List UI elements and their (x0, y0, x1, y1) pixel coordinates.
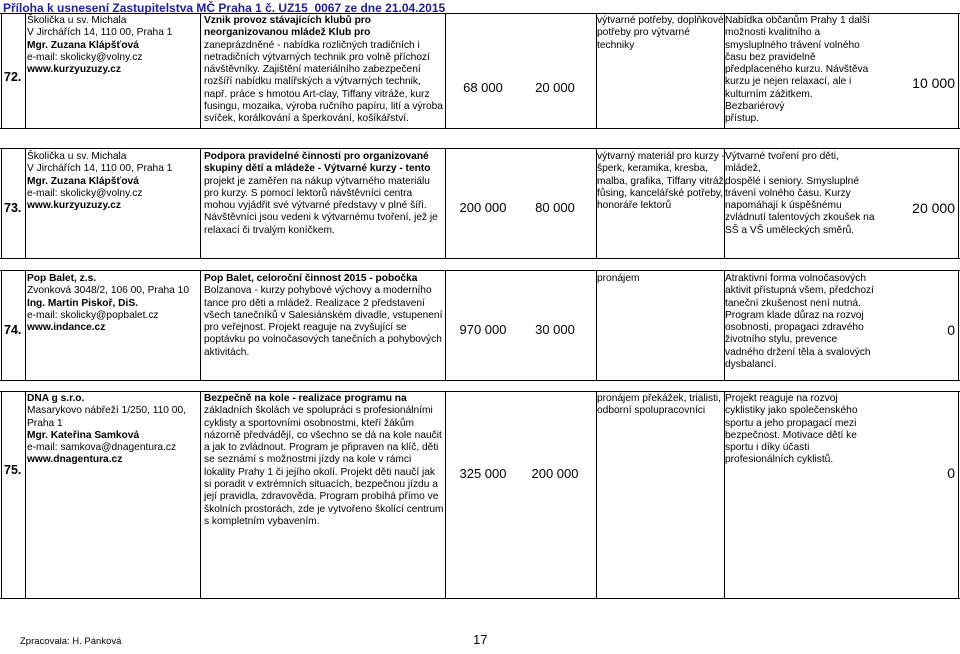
project-line: skupiny dětí a mládeže - Výtvarné kurzy - tento (204, 163, 431, 175)
justification-line: smysluplného trávení volného (725, 39, 860, 51)
project-line: mohou vyjádřit své výtvarné představy v plné šíři. (204, 200, 427, 212)
project-cell (204, 393, 444, 528)
project-line: pro kurzy. S pomocí lektorů návštěvníci centra (204, 187, 413, 199)
project-line: rozšíří nabídku malířských a výtvarných technik, (204, 76, 421, 88)
justification-line: sportu a jeho propagací mezi (725, 417, 857, 429)
row-number: 74. (4, 323, 22, 337)
justification-line: přístup. (725, 113, 759, 125)
justification-line: aktivit přístupná všem, předchozí (725, 285, 874, 297)
justification-line: životního stylu, prevence (725, 334, 838, 346)
purpose-line: potřeby pro výtvarné techniky (597, 27, 690, 51)
applicant-email: e-mail: skolicky@volny.cz (27, 51, 143, 63)
applicant-email: e-mail: samkova@dnagentura.cz (27, 442, 177, 454)
project-line: neorganizovanou mládež Klub pro (204, 27, 371, 39)
justification-line: profesionálních cyklistů. (725, 454, 834, 466)
project-line: školních prostorách, zde je vytvořeno školící centrum (204, 503, 444, 515)
applicant-contact: Mgr. Zuzana Klápšťová (27, 39, 139, 51)
row-number: 75. (4, 463, 22, 477)
purpose-line: fůsing, kancelářské potřeby, (597, 187, 724, 199)
justification-cell (725, 15, 875, 126)
project-line: návštěvníky. Zajištění materiálního zabezpečení (204, 64, 421, 76)
purpose-cell (597, 151, 727, 212)
applicant-name: Školička u sv. Michala (27, 151, 127, 162)
project-line: základních školách ve spolupráci s profesionálními (204, 405, 433, 417)
applicant-contact: Ing. Martin Piskoř, DiS. (27, 297, 138, 309)
justification-line: vadného držení těla a svalových (725, 346, 871, 358)
project-line: poptávku po volnočasových tanečních a pohybových (204, 334, 442, 346)
total-cost: 200 000 (459, 200, 507, 215)
project-line: tance pro děti a mládež. Realizace 2 představení (204, 297, 425, 309)
row-divider (0, 598, 960, 599)
justification-cell (725, 393, 875, 467)
justification-line: předplaceného kurzu. Návštěva (725, 64, 869, 76)
applicant-email: e-mail: skolicky@volny.cz (27, 187, 143, 199)
applicant-web: www.kurzyuzuzy.cz (27, 64, 121, 76)
row-divider (0, 258, 960, 259)
applicant-contact: Mgr. Kateřina Samková (27, 429, 140, 441)
project-cell (204, 273, 444, 359)
justification-line: Projekt reaguje na rozvoj (725, 393, 838, 404)
page-header-title: Příloha k usnesení Zastupitelstva MČ Praha 1 č. UZ15_0067 ze dne 21.04.2015 (3, 1, 446, 15)
project-line: aktivitách. (204, 346, 250, 358)
project-line: projekt je zaměřen na nákup výtvarného materiálu (204, 175, 430, 187)
justification-line: kulturním zážitkem. Bezbariérový (725, 88, 813, 113)
justification-cell (725, 273, 875, 371)
project-line: a jak to zvládnout. Program je připraven na klíč, děti (204, 442, 439, 454)
requested-amount: 80 000 (535, 200, 575, 215)
purpose-line: malba, grafika, Tiffany vitráž, (597, 175, 727, 187)
table-row (0, 270, 960, 380)
purpose-line: honoráře lektorů (597, 200, 672, 212)
project-line: pro veřejnost. Projekt reaguje na zvyšující se (204, 322, 407, 334)
project-line: svíček, korálkování a šperkování, košíkářství. (204, 113, 409, 125)
project-line: např. práce s hmotou Art-clay, Tiffany vitráže, kurz (204, 88, 430, 100)
justification-line: Nabídka občanům Prahy 1 další (725, 15, 870, 26)
justification-line: možnosti kvalitního a (725, 27, 821, 39)
project-line: Podpora pravidelné činnosti pro organizované (204, 151, 429, 162)
justification-line: osobnosti, propagaci zdravého (725, 322, 864, 334)
approved-amount: 0 (947, 322, 955, 338)
requested-amount: 20 000 (535, 80, 575, 95)
justification-line: taneční zkušenost není nutná. (725, 297, 861, 309)
applicant-address: V Jirchářích 14, 110 00, Praha 1 (27, 27, 173, 39)
project-cell (204, 151, 444, 237)
applicant-name: Pop Balet, z.s. (27, 273, 97, 284)
approved-amount: 0 (947, 465, 955, 481)
project-line: všech tanečníků v Salesiánském divadle, vstupenení (204, 309, 443, 321)
total-cost: 970 000 (459, 322, 507, 337)
project-cell (204, 15, 444, 126)
row-number: 73. (4, 201, 22, 215)
applicant-address-city: Praha 1 (27, 417, 63, 429)
purpose-line: výtvarné potřeby, doplňkové (597, 15, 724, 26)
project-line: zaneprázdněné - nabídka rozličných tradičních i (204, 39, 420, 51)
justification-line: dospělé i seniory. Smysluplné (725, 175, 860, 187)
project-line: netradičních výtvarných technik pro volně příchozí (204, 51, 430, 63)
row-divider (0, 380, 960, 381)
project-line: její pravidla, zdravověda. Program probíhá přímo ve (204, 491, 439, 503)
project-line: Bolzanova - kurzy pohybové výchovy a moderního (204, 285, 432, 297)
justification-cell (725, 151, 875, 237)
table-row (0, 391, 960, 598)
justification-line: cyklistiky jako společenského (725, 405, 858, 417)
table-row (0, 13, 960, 128)
project-line: si poradit v extrémních situacích, bezpečnou jízdu a (204, 479, 438, 491)
applicant-address: V Jirchářích 14, 110 00, Praha 1 (27, 163, 173, 175)
justification-line: SŠ a VŠ uměleckých směrů. (725, 224, 855, 236)
page-number: 17 (473, 632, 488, 647)
purpose-line: šperk, keramika, kresba, (597, 163, 708, 175)
project-line: Návštěvníci jsou vedeni k výtvarnému tvoření, jež je (204, 212, 438, 224)
justification-line: bezpečnost. Motivace dětí ke (725, 429, 857, 441)
project-line: lokality Prahy 1 či jejího okolí. Projekt děti naučí jak (204, 466, 436, 478)
total-cost: 68 000 (463, 80, 503, 95)
purpose-cell (597, 15, 727, 52)
requested-amount: 30 000 (535, 322, 575, 337)
justification-line: Program klade důraz na rozvoj (725, 309, 864, 321)
row-divider (0, 128, 960, 129)
justification-line: napomáhají k úspěšnému (725, 200, 842, 212)
table-row (0, 148, 960, 258)
row-number: 72. (4, 70, 22, 84)
purpose-line: pronájem překážek, trialisti, (597, 393, 721, 404)
project-line: cyklisty a sportovními osobnostmi, kteří žákům (204, 417, 415, 429)
justification-line: Výtvarné tvoření pro děti, mládež, (725, 151, 839, 175)
purpose-line: výtvarný materiál pro kurzy - (597, 151, 725, 162)
applicant-address: Zvonková 3048/2, 106 00, Praha 10 (27, 285, 189, 297)
purpose-cell (597, 393, 727, 418)
applicant-name: Školička u sv. Michala (27, 15, 127, 26)
purpose-line: pronájem (597, 273, 640, 284)
justification-line: dysbalancí. (725, 359, 777, 371)
applicant-cell (27, 273, 197, 334)
purpose-cell (597, 273, 727, 285)
approved-amount: 20 000 (912, 200, 955, 216)
justification-line: Atraktivní forma volnočasových (725, 273, 866, 284)
project-line: se seznámí s možnostmi jízdy na kole v rámci (204, 454, 412, 466)
total-cost: 325 000 (459, 466, 507, 481)
project-line: relaxací či trvalým koníčkem. (204, 224, 335, 236)
applicant-email: e-mail: skolicky@popbalet.cz (27, 309, 159, 321)
project-line: názorně předvádějí, co všechno se dá na kole naučit (204, 429, 442, 441)
project-line: Vznik provoz stávajících klubů pro (204, 15, 371, 26)
applicant-cell (27, 15, 197, 76)
project-line: fusingu, mozaika, výroba ručního papíru, lití a výroba (204, 101, 443, 113)
applicant-web: www.kurzyuzuzy.cz (27, 200, 121, 212)
applicant-address: Masarykovo nábřeží 1/250, 110 00, (27, 405, 186, 417)
project-line: s kompletním vybavením. (204, 515, 320, 527)
purpose-line: odborní spolupracovníci (597, 405, 706, 417)
project-line: Bezpečně na kole - realizace programu na (204, 393, 407, 404)
project-line: Pop Balet, celoroční činnost 2015 - pobočka (204, 273, 418, 284)
applicant-cell (27, 151, 197, 212)
requested-amount: 200 000 (531, 466, 579, 481)
approved-amount: 10 000 (912, 75, 955, 91)
applicant-contact: Mgr. Zuzana Klápšťová (27, 175, 139, 187)
applicant-web: www.indance.cz (27, 322, 106, 334)
justification-line: zvládnutí talentových zkoušek na (725, 212, 875, 224)
justification-line: trávení volného času. Kurzy (725, 187, 851, 199)
justification-line: času bez pravidelně (725, 51, 816, 63)
footer-author: Zpracovala: H. Pánková (20, 636, 122, 647)
justification-line: sportu i díky účasti (725, 442, 810, 454)
justification-line: kurzu je nejen relaxací, ale i (725, 76, 852, 88)
applicant-cell (27, 393, 197, 467)
applicant-web: www.dnagentura.cz (27, 454, 123, 466)
applicant-name: DNA g s.r.o. (27, 393, 85, 404)
